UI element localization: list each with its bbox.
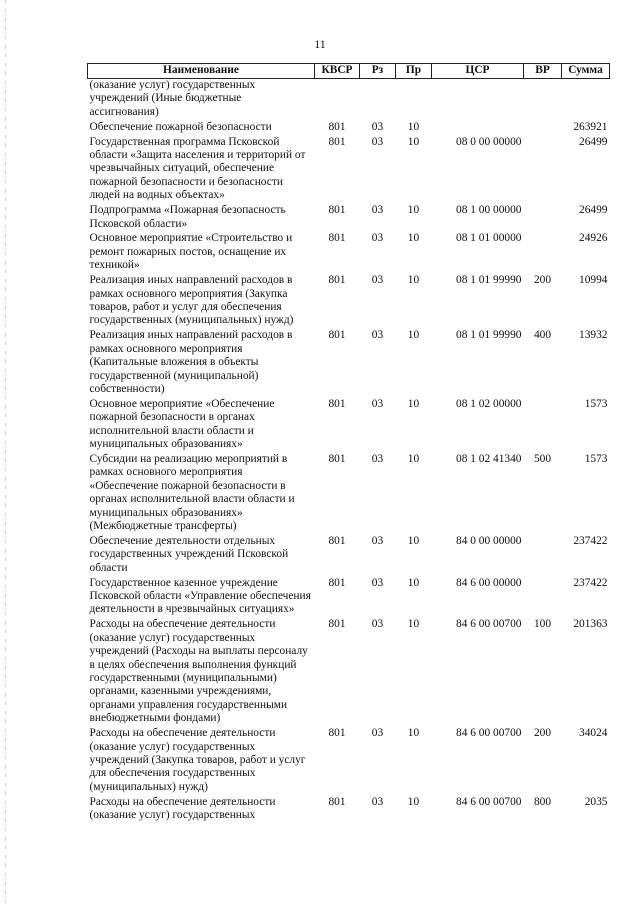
cell-rz: 03 xyxy=(371,534,384,547)
table-row xyxy=(88,535,610,577)
cell-sum: 24926 xyxy=(579,232,608,245)
cell-vr: 400 xyxy=(533,329,552,342)
scan-edge-marks xyxy=(5,0,6,905)
cell-csr: 84 0 00 00000 xyxy=(456,534,522,547)
cell-vr xyxy=(524,121,562,136)
cell-csr: 84 6 00 00000 xyxy=(456,576,522,589)
cell-csr: 08 1 01 99990 xyxy=(456,329,522,342)
cell-rz xyxy=(360,79,396,121)
table-row xyxy=(88,398,610,453)
cell-csr xyxy=(432,121,524,136)
cell-name: Расходы на обеспечение деятельности (оказание услуг) государственных учреждений (Закупка товаров, работ и услуг для обеспечения государственных (муниципальных) нужд) xyxy=(89,727,306,793)
cell-rz: 03 xyxy=(371,452,384,465)
cell-name: Основное мероприятие «Обеспечение пожарной безопасности в органах исполнительной власти области и муниципальных образованиях» xyxy=(89,397,275,451)
table-row xyxy=(88,204,610,232)
cell-sum: 1573 xyxy=(584,397,608,410)
cell-kvsr: 801 xyxy=(328,534,346,547)
cell-pr: 10 xyxy=(407,795,420,808)
cell-name: Обеспечение пожарной безопасности xyxy=(89,120,272,133)
table-row xyxy=(88,232,610,274)
column-header-rz: Рз xyxy=(360,64,396,79)
cell-csr: 08 1 01 00000 xyxy=(456,232,522,245)
cell-pr: 10 xyxy=(407,274,420,287)
cell-pr: 10 xyxy=(407,397,420,410)
cell-vr: 500 xyxy=(533,452,552,465)
table-row xyxy=(88,618,610,727)
cell-sum: 10994 xyxy=(579,274,608,287)
cell-rz: 03 xyxy=(371,397,384,410)
cell-sum: 237422 xyxy=(573,576,608,589)
column-header-kvsr: КВСР xyxy=(315,64,360,79)
cell-vr: 800 xyxy=(533,795,552,808)
cell-csr: 84 6 00 00700 xyxy=(456,795,522,808)
table-row xyxy=(88,136,610,205)
cell-name: Государственное казенное учреждение Псковской области «Управление обеспечения деятельности в чрезвычайных ситуациях» xyxy=(89,576,311,616)
cell-rz: 03 xyxy=(371,135,384,148)
table-row xyxy=(88,121,610,136)
cell-kvsr: 801 xyxy=(328,727,346,740)
cell-vr xyxy=(524,232,562,274)
cell-name: Обеспечение деятельности отдельных государственных учреждений Псковской области xyxy=(89,534,289,574)
cell-name: Субсидии на реализацию мероприятий в рамках основного мероприятия «Обеспечение пожарной безопасности в органах исполнительной власти области и муниципальных образованиях» (Межбюджетные трансферты) xyxy=(89,452,295,532)
table-header-row xyxy=(88,64,610,79)
table-row xyxy=(88,577,610,619)
budget-table xyxy=(87,63,610,824)
cell-kvsr: 801 xyxy=(328,329,346,342)
cell-rz: 03 xyxy=(371,727,384,740)
cell-name: Подпрограмма «Пожарная безопасность Псковской области» xyxy=(89,204,286,230)
column-header-pr: Пр xyxy=(396,64,432,79)
cell-pr: 10 xyxy=(407,618,420,631)
cell-name: Расходы на обеспечение деятельности (оказание услуг) государственных учреждений (Расходы на выплаты персоналу в целях обеспечения выполнения функций государственными (муниципальными) органами, казенными учреждениями, органами управления государственными внебюджетными фондами) xyxy=(89,618,308,725)
cell-pr: 10 xyxy=(407,727,420,740)
cell-sum xyxy=(562,79,610,121)
cell-rz: 03 xyxy=(371,204,384,217)
cell-sum: 201363 xyxy=(573,618,608,631)
cell-sum: 34024 xyxy=(579,727,608,740)
cell-sum: 263921 xyxy=(573,120,608,133)
cell-kvsr: 801 xyxy=(328,397,346,410)
cell-vr xyxy=(524,136,562,205)
cell-kvsr: 801 xyxy=(328,135,346,148)
cell-pr: 10 xyxy=(407,534,420,547)
cell-vr: 200 xyxy=(533,274,552,287)
cell-name: Расходы на обеспечение деятельности (оказание услуг) государственных xyxy=(89,795,276,822)
table-row xyxy=(88,274,610,329)
cell-rz: 03 xyxy=(371,618,384,631)
cell-sum: 13932 xyxy=(579,329,608,342)
cell-kvsr: 801 xyxy=(328,274,346,287)
table-row xyxy=(88,727,610,796)
cell-csr: 84 6 00 00700 xyxy=(456,618,522,631)
cell-rz: 03 xyxy=(371,274,384,287)
table-row xyxy=(88,329,610,398)
column-header-csr: ЦСР xyxy=(432,64,524,79)
column-header-name: Наименование xyxy=(88,64,315,79)
cell-pr: 10 xyxy=(407,135,420,148)
cell-csr: 08 0 00 00000 xyxy=(456,135,522,148)
column-header-vr: ВР xyxy=(524,64,562,79)
cell-kvsr: 801 xyxy=(328,576,346,589)
cell-sum: 26499 xyxy=(579,204,608,217)
cell-pr: 10 xyxy=(407,232,420,245)
page-number: 11 xyxy=(314,37,326,51)
cell-name: Государственная программа Псковской области «Защита населения и территорий от чрезвычайных ситуаций, обеспечение пожарной безопасности и безопасности людей на водных объектах» xyxy=(89,135,306,202)
cell-vr xyxy=(524,79,562,121)
cell-sum: 2035 xyxy=(584,795,608,808)
cell-csr: 08 1 00 00000 xyxy=(456,204,522,217)
cell-sum: 26499 xyxy=(579,135,608,148)
cell-csr xyxy=(432,79,524,121)
cell-rz: 03 xyxy=(371,120,384,133)
cell-pr: 10 xyxy=(407,120,420,133)
cell-csr: 08 1 02 00000 xyxy=(456,397,522,410)
cell-pr xyxy=(396,79,432,121)
cell-vr xyxy=(524,535,562,577)
cell-rz: 03 xyxy=(371,329,384,342)
column-header-sum: Сумма xyxy=(562,64,610,79)
cell-csr: 08 1 02 41340 xyxy=(456,452,522,465)
cell-csr: 84 6 00 00700 xyxy=(456,727,522,740)
cell-name: Реализация иных направлений расходов в рамках основного мероприятия (Капитальные вложения в объекты государственной (муниципальной) собственности) xyxy=(89,329,293,395)
table-row xyxy=(88,453,610,535)
cell-vr xyxy=(524,204,562,232)
cell-vr xyxy=(524,577,562,619)
cell-name: Основное мероприятие «Строительство и ремонт пожарных постов, оснащение их техникой» xyxy=(89,232,293,272)
cell-kvsr: 801 xyxy=(328,795,346,808)
cell-pr: 10 xyxy=(407,329,420,342)
cell-kvsr: 801 xyxy=(328,120,346,133)
cell-kvsr: 801 xyxy=(328,232,346,245)
cell-csr: 08 1 01 99990 xyxy=(456,274,522,287)
cell-kvsr: 801 xyxy=(328,452,346,465)
cell-vr: 100 xyxy=(533,618,552,631)
cell-pr: 10 xyxy=(407,576,420,589)
cell-pr: 10 xyxy=(407,204,420,217)
cell-sum: 237422 xyxy=(573,534,608,547)
cell-vr xyxy=(524,398,562,453)
table-row xyxy=(88,796,610,824)
cell-rz: 03 xyxy=(371,576,384,589)
cell-kvsr: 801 xyxy=(328,618,346,631)
cell-name: (оказание услуг) государственных учреждений (Иные бюджетные ассигнования) xyxy=(89,79,256,118)
table-row xyxy=(88,79,610,121)
cell-kvsr xyxy=(315,79,360,121)
cell-sum: 1573 xyxy=(584,452,608,465)
cell-pr: 10 xyxy=(407,452,420,465)
cell-name: Реализация иных направлений расходов в рамках основного мероприятия (Закупка товаров, работ и услуг для обеспечения государственных (муниципальных) нужд) xyxy=(89,274,294,327)
cell-rz: 03 xyxy=(371,795,384,808)
cell-rz: 03 xyxy=(371,232,384,245)
cell-kvsr: 801 xyxy=(328,204,346,217)
cell-vr: 200 xyxy=(533,727,552,740)
